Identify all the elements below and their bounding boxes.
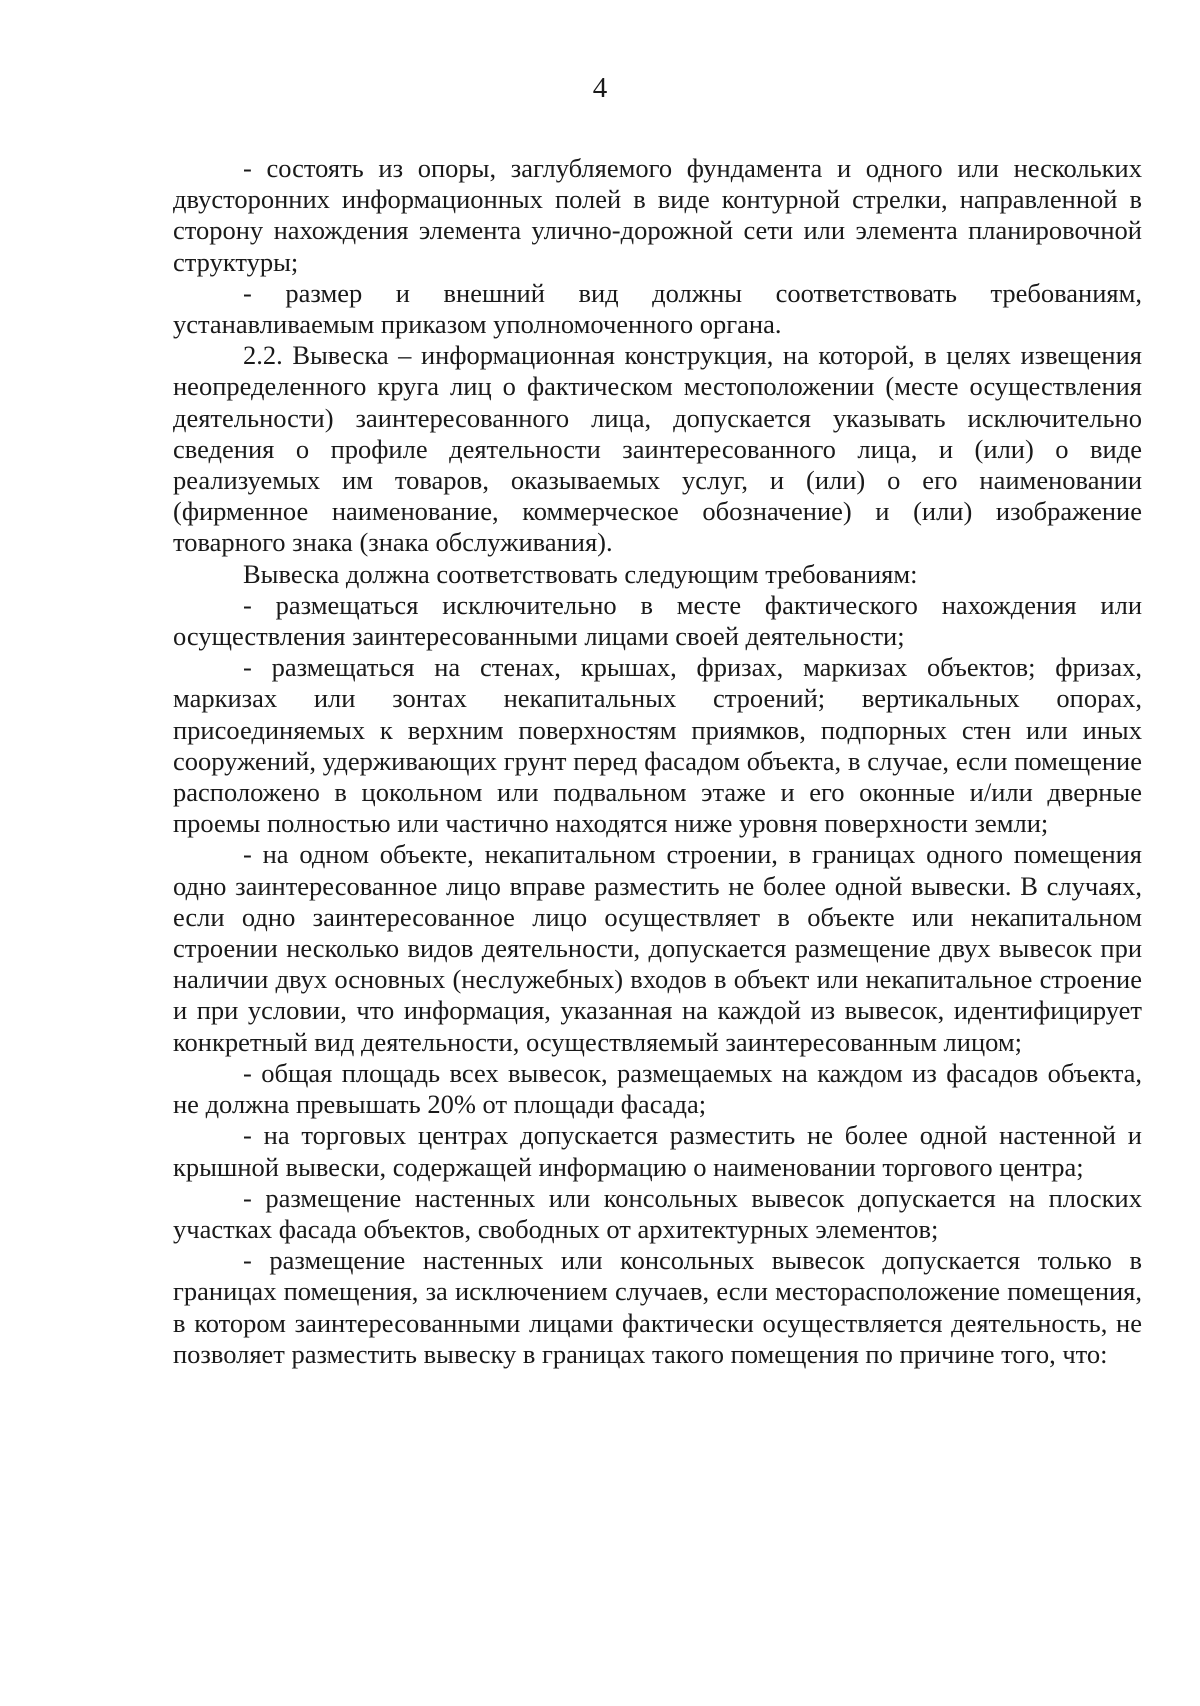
paragraph-one-signboard-limit: - на одном объекте, некапитальном строении, в границах одного помещения одно заинтересованное лицо вправе разместить не более одной вывески. В случаях, если одно заинтересованное лицо осуществляет в объекте или некапитальном строении несколько видов деятельности, допускается размещение двух вывесок при наличии двух основных (неслужебных) входов в объект или некапитальное строение и при условии, что информация, указанная на каждой из вывесок, идентифицирует конкретный вид деятельности, осуществляемый заинтересованным лицом;	[173, 839, 1142, 1057]
paragraph-shopping-centers: - на торговых центрах допускается разместить не более одной настенной и крышной вывески, содержащей информацию о наименовании торгового центра;	[173, 1120, 1142, 1182]
paragraph-requirements-intro: Вывеска должна соответствовать следующим требованиям:	[243, 558, 918, 589]
document-body	[173, 153, 1142, 1370]
paragraph-placement-surfaces: - размещаться на стенах, крышах, фризах, маркизах объектов; фризах, маркизах или зонтах некапитальных строений; вертикальных опорах, присоединяемых к верхним поверхностям приямков, подпорных стен или иных сооружений, удерживающих грунт перед фасадом объекта, в случае, если помещение расположено в цокольном или подвальном этаже и его оконные и/или дверные проемы полностью или частично находятся ниже уровня поверхности земли;	[173, 652, 1142, 839]
paragraph-total-area: - общая площадь всех вывесок, размещаемых на каждом из фасадов объекта, не должна превышать 20% от площади фасада;	[173, 1057, 1142, 1120]
paragraph-within-premises: - размещение настенных или консольных вывесок допускается только в границах помещения, за исключением случаев, если месторасположение помещения, в котором заинтересованными лицами фактически осуществляется деятельность, не позволяет разместить вывеску в границах такого помещения по причине того, что:	[173, 1245, 1142, 1369]
paragraph-placement-location: - размещаться исключительно в месте фактического нахождения или осуществления заинтересованными лицами своей деятельности;	[173, 589, 1142, 652]
paragraph-flat-facade: - размещение настенных или консольных вывесок допускается на плоских участках фасада объектов, свободных от архитектурных элементов;	[173, 1182, 1142, 1244]
paragraph-signboard-definition: 2.2. Вывеска – информационная конструкция, на которой, в целях извещения неопределенного круга лиц о фактическом местоположении (месте осуществления деятельности) заинтересованного лица, допускается указывать исключительно сведения о профиле деятельности заинтересованного лица, и (или) о виде реализуемых им товаров, оказываемых услуг, и (или) о его наименовании (фирменное наименование, коммерческое обозначение) и (или) изображение товарного знака (знака обслуживания).	[173, 340, 1142, 558]
page-number: 4	[592, 72, 608, 104]
paragraph-size-appearance: - размер и внешний вид должны соответствовать требованиям, устанавливаемым приказом уполномоченного органа.	[173, 277, 1142, 340]
paragraph-support-structure: - состоять из опоры, заглубляемого фундамента и одного или нескольких двусторонних информационных полей в виде контурной стрелки, направленной в сторону нахождения элемента улично-дорожной сети или элемента планировочной структуры;	[173, 153, 1142, 277]
